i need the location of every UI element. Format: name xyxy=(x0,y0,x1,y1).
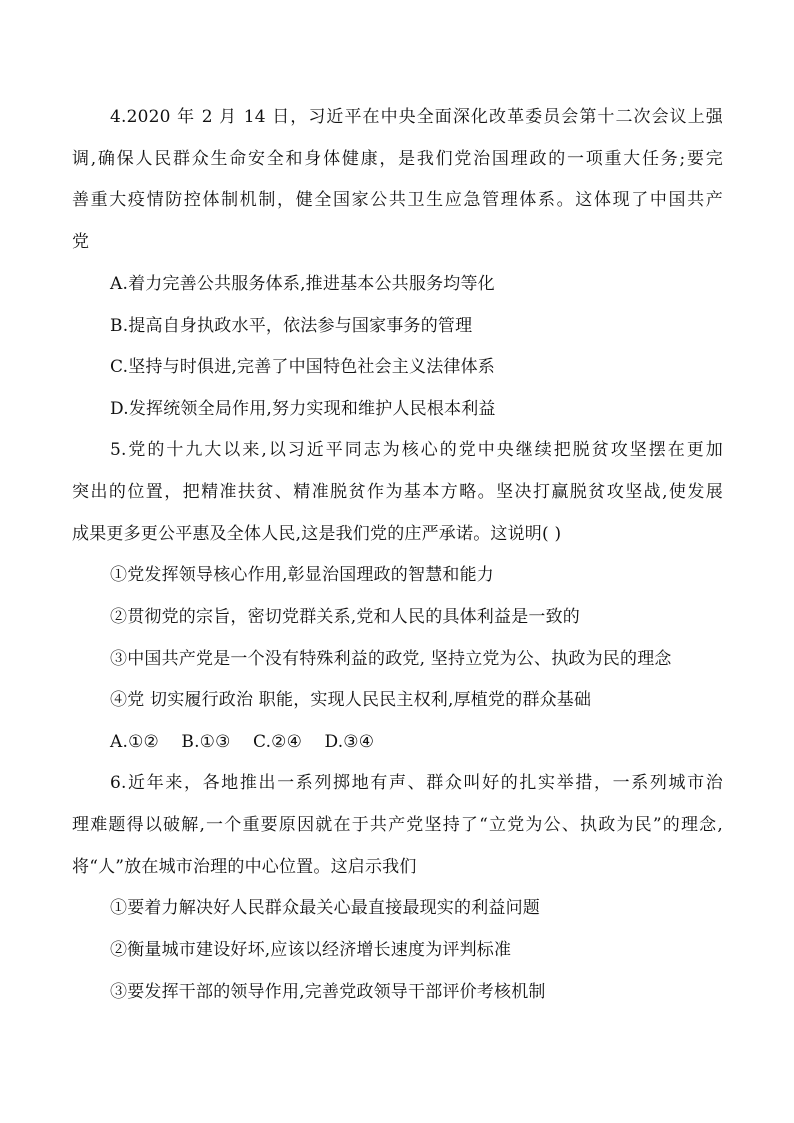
question-4-stem-line-4: 党 xyxy=(72,232,90,252)
question-4-option-a: A.着力完善公共服务体系,推进基本公共服务均等化 xyxy=(110,274,495,294)
question-4-stem-line-1: 4.2020 年 2 月 14 日，习近平在中央全面深化改革委员会第十二次会议上强 xyxy=(110,107,723,127)
question-4-stem-line-2: 调,确保人民群众生命安全和身体健康，是我们党治国理政的一项重大任务;要完 xyxy=(72,149,723,169)
question-4-option-c: C.坚持与时俱进,完善了中国特色社会主义法律体系 xyxy=(110,357,496,377)
question-6-item-1: ①要着力解决好人民群众最关心最直接最现实的利益问题 xyxy=(110,898,540,918)
question-5-item-2: ②贯彻党的宗旨，密切党群关系,党和人民的具体利益是一致的 xyxy=(110,607,581,627)
question-4-option-b: B.提高自身执政水平，依法参与国家事务的管理 xyxy=(110,316,473,336)
question-6-item-3: ③要发挥干部的领导作用,完善党政领导干部评价考核机制 xyxy=(110,982,546,1002)
question-4-stem-line-3: 善重大疫情防控体制机制，健全国家公共卫生应急管理体系。这体现了中国共产 xyxy=(72,190,723,210)
question-6-stem-line-3: 将“人”放在城市治理的中心位置。这启示我们 xyxy=(72,857,417,877)
question-6-stem-line-2: 理难题得以破解,一个重要原因就在于共产党坚持了“立党为公、执政为民”的理念, xyxy=(72,815,723,835)
question-6-item-2: ②衡量城市建设好坏,应该以经济增长速度为评判标准 xyxy=(110,940,512,960)
question-5-item-4: ④党 切实履行政治 职能，实现人民民主权利,厚植党的群众基础 xyxy=(110,690,592,710)
question-5-stem-line-2: 突出的位置，把精准扶贫、精准脱贫作为基本方略。坚决打赢脱贫攻坚战,使发展 xyxy=(72,482,723,502)
question-4-option-d: D.发挥统领全局作用,努力实现和维护人民根本利益 xyxy=(110,399,496,419)
question-5-item-3: ③中国共产党是一个没有特殊利益的政党, 坚持立党为公、执政为民的理念 xyxy=(110,649,672,669)
question-5-options: A.①② B.①③ C.②④ D.③④ xyxy=(110,732,375,752)
question-6-stem-line-1: 6.近年来，各地推出一系列掷地有声、群众叫好的扎实举措，一系列城市治 xyxy=(110,773,723,793)
question-5-item-1: ①党发挥领导核心作用,彰显治国理政的智慧和能力 xyxy=(110,565,495,585)
question-5-stem-line-3: 成果更多更公平惠及全体人民,这是我们党的庄严承诺。这说明( ) xyxy=(72,524,562,544)
question-5-stem-line-1: 5.党的十九大以来,以习近平同志为核心的党中央继续把脱贫攻坚摆在更加 xyxy=(110,440,723,460)
